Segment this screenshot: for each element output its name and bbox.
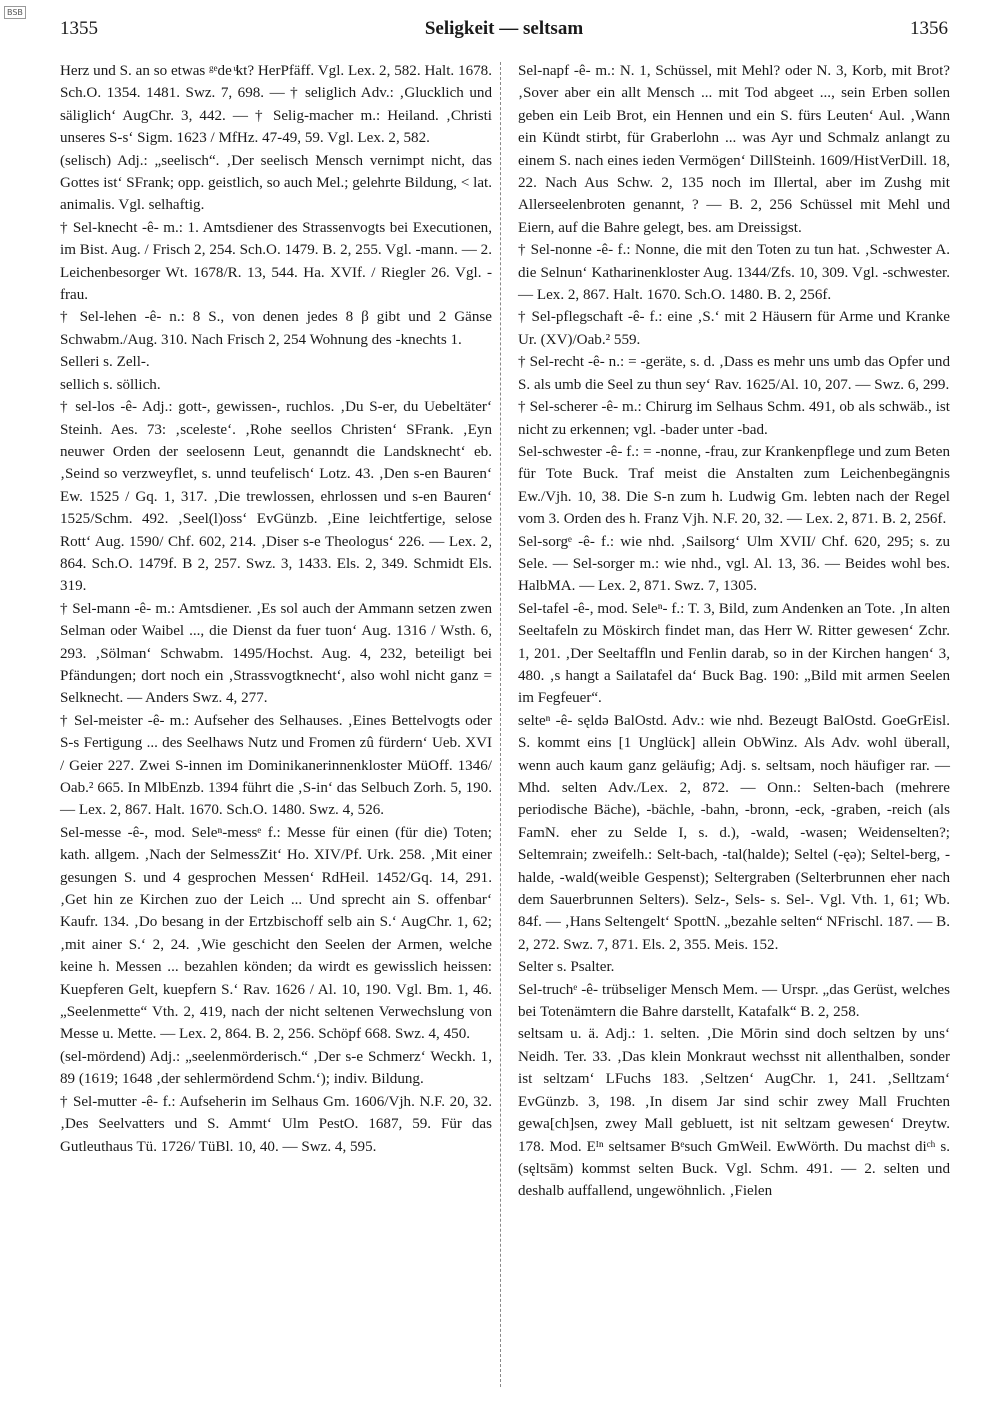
entry-sel-tafel: Sel-tafel -ê-, mod. Seleⁿ- f.: T. 3, Bild, zum Andenken an Tote. ‚In alten Seeltafeln zu Möskirch findet man, das Herr W. Ritter gewesen‘ Zchr. 1, 201. ‚Der Seeltaffln und Fenlin darab, so in der Kirchen hangen‘ 3, 480. ‚s hangt a Sailatafel da‘ Buck Bag. 190: „Bild mit armen Seelen im Fegfeuer“. (518, 600, 950, 707)
entry-seltsam: seltsam u. ä. Adj.: 1. selten. ‚Die Mōrin sind doch seltzen by uns‘ Neidh. Ter. 33. ‚Das klein Monkraut wechsst nit allenthalben, sonder ist seltzam‘ LFuchs 183. ‚Seltzen‘ AugChr. 1, 241. ‚Selltzam‘ EvGünzb. 3, 198. ‚In disem Jar sind schir zwey Mall Fruchten gewa[ch]sen, zwey Mall gebluett, ist nit seltzam gewesen‘ Dreytw. 178. Mod. Eᴵⁿ seltsamer Bᵉsuch GmWeil. EwWörth. Du machst diᶜʰ s. (sęltsām) kommst selten Buck. Vgl. Schm. 491. — 2. selten und deshalb auffallend, ungewöhnlich. ‚Fielen (518, 1026, 950, 1200)
entry-sel-recht: † Sel-recht -ê- n.: = -geräte, s. d. ‚Dass es mehr uns umb das Opfer und S. als umb die Seel zu thun sey‘ Rav. 1625/Al. 10, 207. — Swz. 6, 299. (518, 354, 950, 393)
page-number-right: 1356 (909, 18, 948, 39)
column-divider (500, 62, 501, 1387)
page-header (60, 18, 948, 44)
entry-selter: Selter s. Psalter. (518, 959, 615, 976)
entry-sel-knecht: † Sel-knecht -ê- m.: 1. Amtsdiener des Strassenvogts bei Executionen, im Bist. Aug. / Frisch 2, 254. Sch.O. 1479. B. 2, 255. Vgl. -mann. — 2. Leichenbesorger Wt. 1678/R. 13, 544. Ha. XVIf. / Riegler 26. Vgl. -frau. (60, 219, 492, 304)
entry-seligkeit-cont: Herz und S. an so etwas ᵍᵉde ͧkt? HerPfäff. Vgl. Lex. 2, 582. Halt. 1678. Sch.O. 1354. 1481. Swz. 7, 698. — † seliglich Adv.: ‚Glucklich und säliglich‘ AugChr. 3, 442. — † Selig-macher m.: Heiland. ‚Christi unseres S-s‘ Sigm. 1623 / MfHz. 47-49, 59. Vgl. Lex. 2, 582. (60, 63, 492, 147)
entry-selleri: Selleri s. Zell-. (60, 354, 150, 371)
entry-sel-mann: † Sel-mann -ê- m.: Amtsdiener. ‚Es sol auch der Ammann setzen zwen Selman oder Waibel ..., die Dienst da fuer tuon‘ Aug. 1316 / Wsth. 6, 293. ‚Sölman‘ Schwabm. 1495/Hochst. Aug. 4, 232, beteiligt bei Pfändungen; dort noch ein ‚Strassvogtknecht‘, also wohl nicht ganz = Selknecht. — Anders Swz. 4, 277. (60, 600, 492, 707)
entry-sel-los: † sel-los -ê- Adj.: gott-, gewissen-, ruchlos. ‚Du S-er, du Uebeltäter‘ Steinh. Aes. 73: ‚sceleste‘. ‚Rohe seellos Christen‘ SFrank. ‚Eyn neuwer Orden der seelosenn Leut, genanndt die Landsknecht‘ eb. ‚Seind so verzweyflet, s. unnd teufelisch‘ Lotz. 43. ‚Den s-en Bauren‘ Ew. 1525 / Gq. 1, 317. ‚Die trewlossen, ehrlossen und s-en Bauren‘ 1525/Schm. 492. ‚Seel(l)oss‘ EvGünzb. ‚Eine leichtfertige, selose Rott‘ Aug. 1590/ Chf. 602, 214. ‚Diser s-e Theologus‘ 226. — Lex. 2, 864. Sch.O. 1479f. B 2, 257. Swz. 3, 1433. Els. 2, 349. Schmidt Els. 319. (60, 399, 492, 595)
right-column (518, 60, 950, 1203)
left-column (60, 60, 492, 1158)
entry-sel-truche: Sel-truchᵉ -ê- trübseliger Mensch Mem. — Urspr. „das Gerüst, welches bei Totenämtern die Bahre darstellt, Katafalk“ B. 2, 258. (518, 981, 950, 1021)
entry-selisch: (selisch) Adj.: „seelisch“. ‚Der seelisch Mensch vernimpt nicht, das Gottes ist‘ SFrank; opp. geistlich, so auch Mel.; gelehrte Bildung, < lat. animalis. Vgl. selhaftig. (60, 152, 492, 214)
entry-sel-napf: Sel-napf -ê- m.: N. 1, Schüssel, mit Mehl? oder N. 3, Korb, mit Brot? ‚Sover aber ein allt Mensch ... mit Tod abgeet ..., sein Erben sollen geben ein Leib Brot, ein Hennen und ein S. fürs Leuten‘ Aul. ‚Wann ein Kündt stirbt, für Graberlohn ... was Ayr und Schmalz anlangt zu einem S. nach eines ieden Vermögen‘ DillSteinh. 1609/HistVerDill. 18, 22. Nach Aus Schw. 2, 135 noch im Illertal, aber im Zushg mit Allerseelenbroten genannt, ? — B. 2, 256 Schüssel mit Mehl und Eiern, auf die Bahre gelegt, bes. am Dreissigst. (518, 63, 950, 236)
page-number-left: 1355 (60, 18, 98, 39)
running-title: Seligkeit — seltsam (424, 18, 584, 39)
entry-sel-nonne: † Sel-nonne -ê- f.: Nonne, die mit den Toten zu tun hat. ‚Schwester A. die Selnun‘ Katharinenkloster Aug. 1344/Zfs. 10, 309. Vgl. -schwester. — Lex. 2, 867. Halt. 1670. Sch.O. 1480. B. 2, 256f. (518, 242, 950, 304)
entry-sel-lehen: † Sel-lehen -ê- n.: 8 S., von denen jedes 8 β gibt und 2 Gänse Schwabm./Aug. 310. Nach Frisch 2, 254 Wohnung des -knechts 1. (60, 309, 492, 348)
entry-sel-mutter: † Sel-mutter -ê- f.: Aufseherin im Selhaus Gm. 1606/Vjh. N.F. 20, 32. ‚Des Seelvatters und S. Ammt‘ Ulm PestO. 1687, 59. Für das Gutleuthaus Tü. 1726/ TüBl. 10, 40. — Swz. 4, 595. (60, 1093, 492, 1155)
entry-sel-meister: † Sel-meister -ê- m.: Aufseher des Selhauses. ‚Eines Bettelvogts oder S-s Fertigung ... des Seelhaws Nutz und Fromen zû fürdern‘ Ueb. XVI / Geier 227. Zwei S-innen im Dominikanerinnenkloster MüOff. 1346/ Oab.² 665. In MlbEnzb. 1394 führt die ‚S-in‘ das Selbuch Zorh. 5, 190. — Lex. 2, 867. Halt. 1670. Sch.O. 1480. Swz. 4, 526. (60, 712, 492, 819)
entry-sel-pflegschaft: † Sel-pflegschaft -ê- f.: eine ‚S.‘ mit 2 Häusern für Arme und Kranke Ur. (XV)/Oab.² 559. (518, 309, 950, 348)
entry-sel-messe: Sel-messe -ê-, mod. Seleⁿ-messᵉ f.: Messe für einen (für die) Toten; kath. allgem. ‚Nach der SelmessZit‘ Ho. XIV/Pf. Urk. 258. ‚Mit einer gesungen S. und 4 gesprochen Messen‘ RdHeil. 1452/Gq. 14, 291. ‚Get hin ze Kirchen zuo der Leich ... Und sprecht ain S. offenbar‘ Kaufr. 134. ‚Do besang in der Ertzbischoff selb ain S.‘ AugChr. 1, 62; ‚mit ainer S.‘ 2, 24. ‚Wie geschicht den Seelen der Armen, welche keine h. Messen ... bezahlen könden; da wirdt es gewisslich heissen: Kuepferen Gelt, kuepfern S.‘ Rav. 1626 / Al. 10, 190. Vgl. Bm. 1, 46. „Seelenmette“ Vth. 2, 419, nach der nicht seltenen Verwechslung von Messe u. Mette. — Lex. 2, 864. B. 2, 256. Schöpf 668. Swz. 4, 450. (60, 824, 492, 1043)
entry-sel-scherer: † Sel-scherer -ê- m.: Chirurg im Selhaus Schm. 491, ob als schwäb., ist nicht zu erkennen; vgl. -bader unter -bad. (518, 399, 950, 438)
entry-sel-sorge: Sel-sorgᵉ -ê- f.: wie nhd. ‚Sailsorg‘ Ulm XVII/ Chf. 620, 295; s. zu Sele. — Sel-sorger m.: wie nhd., vgl. Al. 13, 36. — Beides wohl bes. HalbMA. — Lex. 2, 871. Swz. 7, 1305. (518, 533, 950, 595)
entry-sellich: sellich s. söllich. (60, 376, 161, 393)
library-stamp: BSB (4, 6, 26, 19)
entry-selten: selteⁿ -ê- sęldə BalOstd. Adv.: wie nhd. Bezeugt BalOstd. GoeGrEisl. S. kommt eins [1 Unglück] allein ObWinz. Als Adv. wohl überall, wenn auch kaum ganz geläufig; Adj. s. seltsam, noch häufiger rar. — Mhd. selten Adv./Lex. 2, 872. — Onn.: Selten-bach (mehrere periodische Bäche), -bächle, -bahn, -bronn, -eck, -graben, -reich (als FamN. eher zu Selde I, s. d.), -wald, -wasen; Weidenselten?; Seltemrain; zweifelh.: Selt-bach, -tal(halde); Seltel (-ęə); Seltel-berg, -halde, -wald(weible Gespenst); Seltergraben (Selterbrunnen eher nach dem Sauerbrunnen Selters). Selz-, Sels- s. Sel-. Vgl. Vth. 1, 61; Wb. 84f. — ‚Hans Seltengelt‘ SpottN. „bezahle selten“ NFrischl. 187. — B. 2, 272. Swz. 7, 871. Els. 2, 355. Meis. 152. (518, 712, 950, 953)
entry-sel-moerdend: (sel-mördend) Adj.: „seelenmörderisch.“ ‚Der s-e Schmerz‘ Weckh. 1, 89 (1619; 1648 ‚der sehlermördend Schm.‘); indiv. Bildung. (60, 1048, 492, 1088)
entry-sel-schwester: Sel-schwester -ê- f.: = -nonne, -frau, zur Krankenpflege und zum Beten für Tote Buck. Traf meist die Anstalten zum Leichenbegängnis Ew./Vjh. 10, 38. Die S-n zum h. Ludwig Gm. lebten nach der Regel vom 3. Orden des h. Franz Vjh. N.F. 20, 32. — Lex. 2, 871. B. 2, 256f. (518, 443, 950, 528)
